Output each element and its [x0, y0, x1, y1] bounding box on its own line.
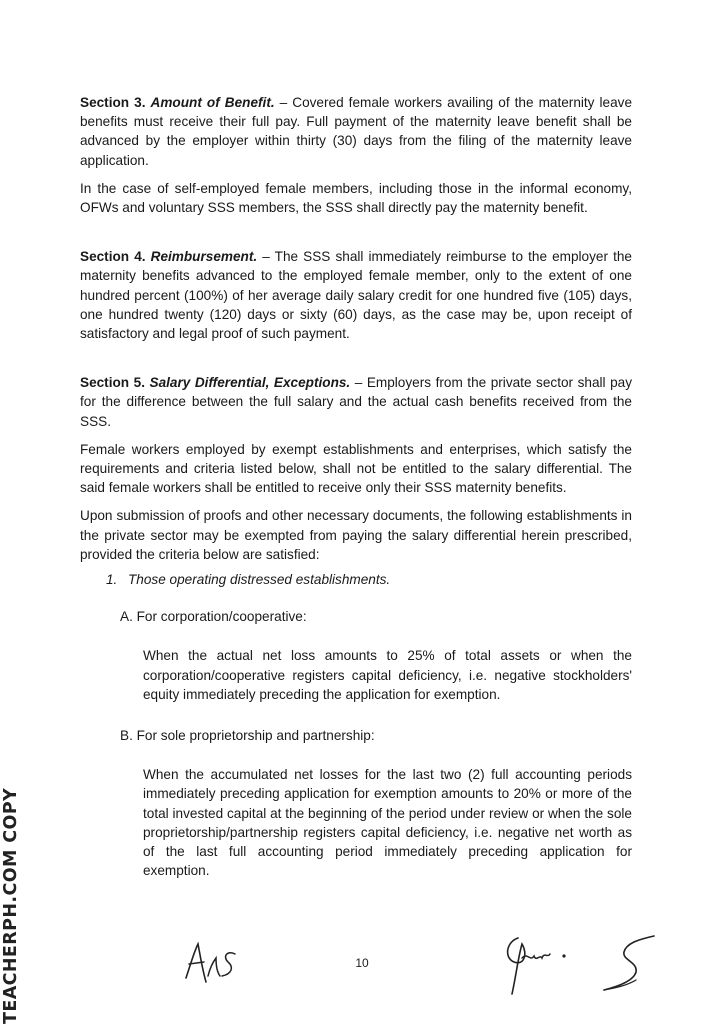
section-5-title: Salary Differential, Exceptions. [149, 375, 351, 391]
subsection-a-heading: A. For corporation/cooperative: [120, 609, 307, 625]
list-item-1 [80, 570, 632, 589]
section-4-title: Reimbursement. [150, 249, 258, 265]
subsection-b-heading: B. For sole proprietorship and partnership: [120, 728, 375, 744]
section-3-paragraph-2: In the case of self-employed female members, including those in the informal economy, OFWs and voluntary SSS members, the SSS shall directly pay the maternity benefit. [80, 180, 632, 216]
list-item-1-text: Those operating distressed establishments. [128, 572, 391, 588]
subsection-b-body: When the accumulated net losses for the last two (2) full accounting periods immediately preceding application for exemption amounts to 20% or more of the total invested capital at the beginning of the period under review or when the sole proprietorship/partnership registers capital deficiency, i.e. negative net worth as of the last full accounting period immediately preceding application for exemption. [143, 767, 632, 879]
page-number: 10 [355, 956, 369, 970]
subsection-a-body: When the actual net loss amounts to 25% of total assets or when the corporation/cooperative registers capital deficiency, i.e. negative stockholders' equity immediately preceding the application for exemption. [143, 648, 632, 702]
section-4-text: – The SSS shall immediately reimburse to the employer the maternity benefits advanced to the employed female member, only to the extent of one hundred percent (100%) of her average daily salary credit for one hundred five (105) days, one hundred twenty (120) days or sixty (60) days, as the case may be, upon receipt of satisfactory and legal proof of such payment. [80, 249, 632, 342]
document-body [80, 93, 632, 881]
list-item-1-number: 1. [106, 572, 118, 588]
watermark-text: TEACHERPH.COM COPY [1, 787, 21, 1024]
section-5-paragraph-2: Female workers employed by exempt establishments and enterprises, which satisfy the requirements and criteria listed below, shall not be entitled to the salary differential. The said female workers shall be entitled to receive only their SSS maternity benefits. [80, 441, 632, 496]
section-4-paragraph [80, 247, 632, 343]
section-5-number: Section 5. [80, 375, 145, 391]
signature-right [596, 930, 662, 996]
section-3-paragraph-1 [80, 93, 632, 170]
section-3-text: – Covered female workers availing of the maternity leave benefits must receive their full pay. Full payment of the maternity leave benefit shall be advanced by the employer within thirty (30) days from the filing of the maternity leave application. [80, 95, 633, 168]
section-3-title: Amount of Benefit. [150, 95, 275, 110]
section-5-text: – Employers from the private sector shall pay for the difference between the full salary and the actual cash benefits received from the SSS. [80, 375, 633, 429]
section-3-number: Section 3. [80, 95, 146, 110]
section-5-paragraph-1 [80, 373, 632, 431]
signature-initials-left [180, 938, 242, 986]
signature-center-right [498, 928, 572, 998]
section-4-number: Section 4. [80, 249, 146, 265]
section-5-paragraph-3: Upon submission of proofs and other necessary documents, the following establishments in the private sector may be exempted from paying the salary differential herein prescribed, provided the criteria below are satisfied: [80, 508, 632, 562]
